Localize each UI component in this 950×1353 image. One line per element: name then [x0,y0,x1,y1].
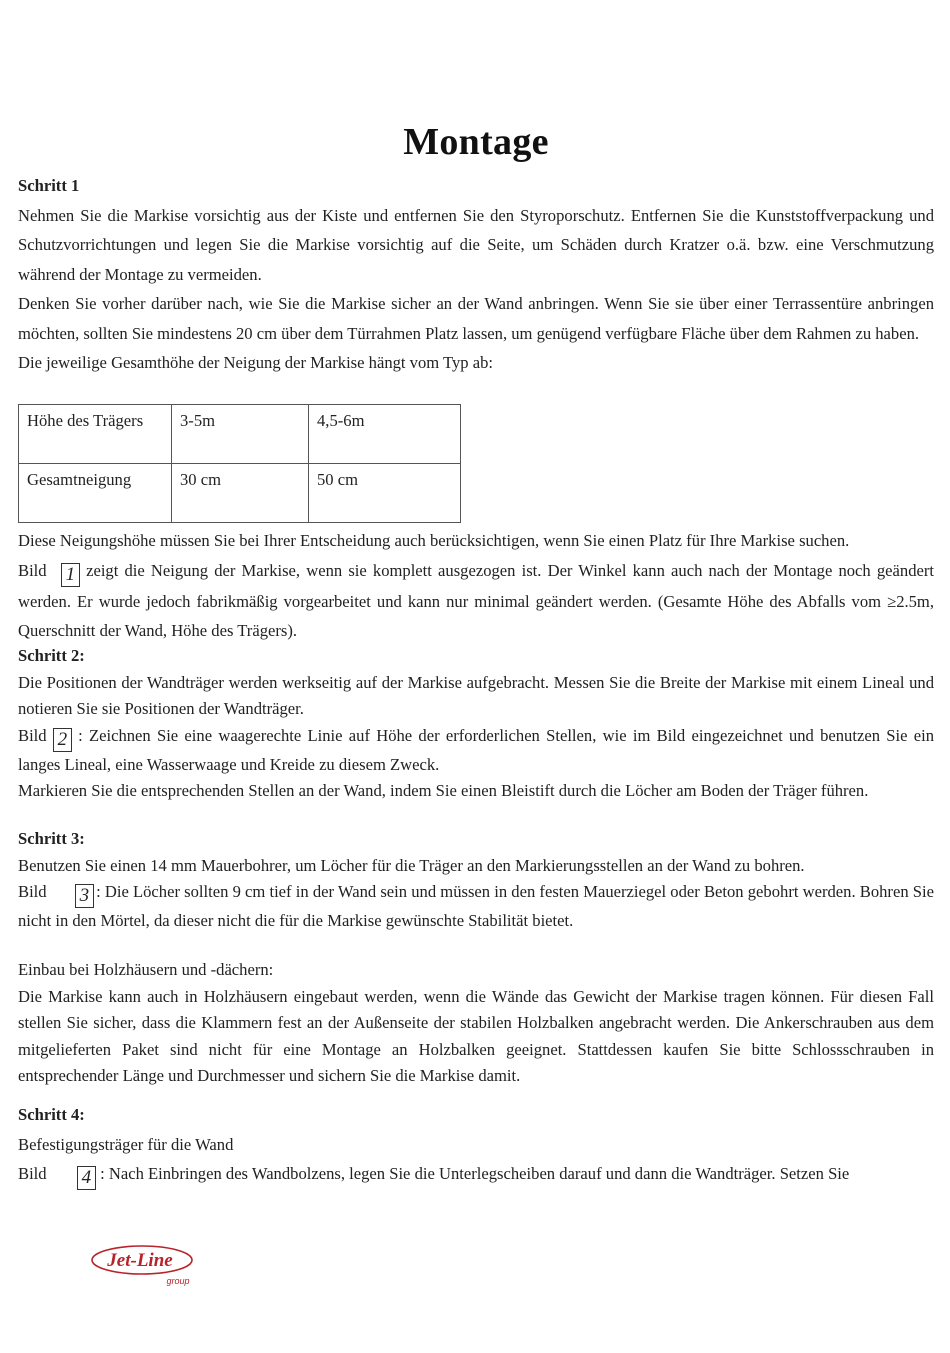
step1-paragraph-4: Diese Neigungshöhe müssen Sie bei Ihrer Entscheidung auch berücksichtigen, wenn Sie einen Platz für Ihre Markise suchen. [18,531,850,550]
step2-paragraph-3: Markieren Sie die entsprechenden Stellen an der Wand, indem Sie einen Bleistift durch die Löcher am Boden der Träger führen. [18,781,869,800]
table-cell: 3-5m [172,405,309,464]
step2-paragraph-2-text: : Zeichnen Sie eine waagerechte Linie auf Höhe der erforderlichen Stellen, wie im Bild eingezeichnet und benutzen Sie ein langes Lineal, eine Wasserwaage und Kreide zu diesem Zweck. [18,725,934,774]
height-inclination-table [18,404,461,523]
step3-paragraph-2-text: : Die Löcher sollten 9 cm tief in der Wand sein und müssen in den festen Mauerziegel oder Beton gebohrt werden. Bohren Sie nicht in den Mörtel, da dieser nicht die für die Markise gewünschte Stabilität bietet. [18,882,934,930]
step1-paragraph-2: Denken Sie vorher darüber nach, wie Sie die Markise sicher an der Wand anbringen. Wenn Sie sie über einer Terrassentüre anbringen möchten, sollten Sie mindestens 20 cm über dem Türrahmen Platz lassen, um genügend verfügbare Fläche über dem Rahmen zu haben. [18,294,934,343]
wood-section [18,957,934,1090]
logo-text: Jet-Line [107,1250,173,1271]
step4-label: Schritt 4: [18,1105,85,1124]
table-cell: 50 cm [309,464,461,523]
step2-paragraph-1: Die Positionen der Wandträger werden werkseitig auf der Markise aufgebracht. Messen Sie die Breite der Markise mit einem Lineal und notieren Sie sie Positionen der Wandträger. [18,672,934,718]
bild-word: Bild [18,560,47,580]
step3-paragraph-2 [18,879,934,935]
table-row [19,405,461,464]
table-row [19,464,461,523]
figure-3-ref-box: 3 [75,884,95,908]
step2-section [18,643,934,805]
figure-1-ref-box: 1 [61,563,81,587]
figure-2-ref-box: 2 [53,728,73,752]
bild-word: Bild [18,882,47,901]
step4-paragraph-text: : Nach Einbringen des Wandbolzens, legen Sie die Unterlegscheiben darauf und dann die Wandträger. Setzen Sie [100,1164,850,1183]
step1-label: Schritt 1 [18,176,80,195]
jet-line-logo [90,1240,196,1292]
step1-section [18,171,934,378]
step3-label: Schritt 3: [18,829,85,848]
table-cell: 30 cm [172,464,309,523]
table-cell: 4,5-6m [309,405,461,464]
logo-subtext: group [166,1276,190,1286]
step1-paragraph-3: Die jeweilige Gesamthöhe der Neigung der Markise hängt vom Typ ab: [18,353,494,372]
bild-word: Bild [18,1164,47,1183]
table-cell: Höhe des Trägers [19,405,172,464]
step1-continued [18,526,934,646]
figure-4-ref-box: 4 [77,1166,97,1190]
step3-section [18,826,934,935]
step1-paragraph-1: Nehmen Sie die Markise vorsichtig aus der Kiste und entfernen Sie den Styroporschutz. Entfernen Sie die Kunststoffverpackung und Schutzvorrichtungen und legen Sie die Markise vorsichtig auf die Seite, um Schäden durch Kratzer o.ä. bzw. eine Verschmutzung während der Montage zu vermeiden. [18,205,934,284]
wood-heading: Einbau bei Holzhäusern und -dächern: [18,960,274,979]
page-title: Montage [403,121,549,163]
table-cell: Gesamtneigung [19,464,172,523]
step4-subheading: Befestigungsträger für die Wand [18,1134,234,1154]
step1-paragraph-5 [18,556,934,646]
step4-paragraph [18,1159,934,1190]
step3-paragraph-1: Benutzen Sie einen 14 mm Mauerbohrer, um Löcher für die Träger an den Markierungsstellen an der Wand zu bohren. [18,855,805,875]
step2-paragraph-2 [18,723,934,779]
step2-label: Schritt 2: [18,646,85,665]
wood-paragraph: Die Markise kann auch in Holzhäusern eingebaut werden, wenn die Wände das Gewicht der Markise tragen können. Für diesen Fall stellen Sie sicher, dass die Klammern fest an der Außenseite der stabilen Holzbalken angebracht werden. Die Ankerschrauben aus dem mitgelieferten Paket sind nicht für eine Montage an Holzbalken geeignet. Stattdessen kaufen Sie bitte Schlossschrauben in entsprechender Länge und Durchmesser und sichern Sie die Markise damit. [18,986,934,1085]
step1-paragraph-5-text: zeigt die Neigung der Markise, wenn sie komplett ausgezogen ist. Der Winkel kann auch nach der Montage noch geändert werden. Er wurde jedoch fabrikmäßig vorgearbeitet und kann nur minimal geändert werden. (Gesamte Höhe des Abfalls vom ≥2.5m, Querschnitt der Wand, Höhe des Trägers). [18,560,934,640]
bild-word: Bild [18,725,47,745]
step4-section [18,1100,934,1190]
